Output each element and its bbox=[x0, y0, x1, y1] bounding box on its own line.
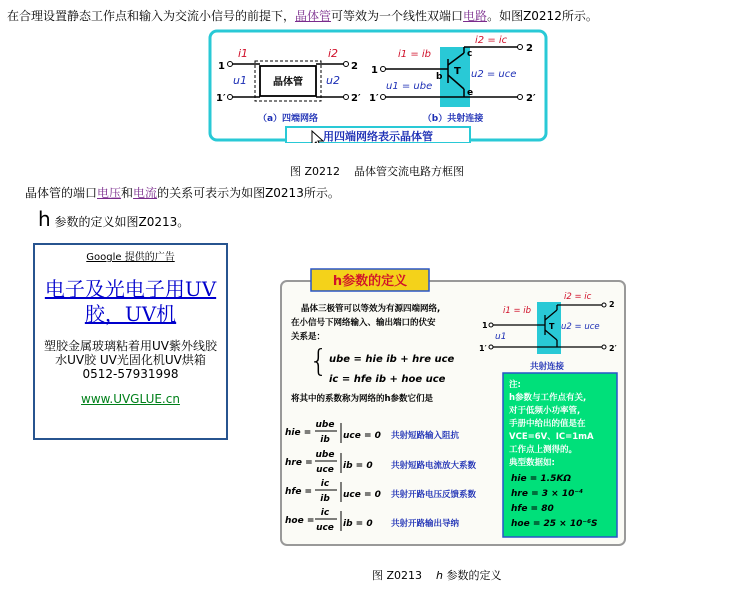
svg-text:i2 = ic: i2 = ic bbox=[475, 35, 508, 46]
svg-text:ib = 0: ib = 0 bbox=[343, 519, 373, 529]
intro-paragraph: 在合理设置静态工作点和输入为交流小信号的前提下，晶体管可等效为一个线性双端口电路。如图Z0212所示。 bbox=[7, 9, 598, 23]
svg-text:2: 2 bbox=[609, 300, 615, 309]
svg-text:2′: 2′ bbox=[351, 93, 361, 104]
ad-header[interactable]: Google 提供的广告 bbox=[86, 252, 175, 263]
svg-text:i2 = ic: i2 = ic bbox=[564, 292, 592, 302]
svg-text:h参数与工作点有关,: h参数与工作点有关, bbox=[509, 393, 587, 403]
h-param-paragraph: h 参数的定义如图Z0213。 bbox=[38, 207, 190, 231]
figure-banner: 用四端网络表示晶体管 bbox=[323, 130, 433, 143]
svg-text:工作点上测得的。: 工作点上测得的。 bbox=[509, 445, 578, 455]
current-link[interactable]: 电流 bbox=[133, 186, 158, 200]
i1-label: i1 bbox=[238, 47, 249, 60]
voltage-link[interactable]: 电压 bbox=[97, 186, 122, 200]
svg-text:1: 1 bbox=[218, 61, 225, 72]
svg-text:uce: uce bbox=[316, 523, 334, 533]
svg-text:u1 = ube: u1 = ube bbox=[386, 81, 433, 92]
svg-text:晶体三极管可以等效为有源四端网络,: 晶体三极管可以等效为有源四端网络, bbox=[301, 304, 441, 314]
def2-description: 共射短路电流放大系数 bbox=[391, 461, 477, 471]
transistor-link[interactable]: 晶体管 bbox=[295, 9, 332, 23]
svg-text:2′: 2′ bbox=[609, 344, 617, 353]
figure-z0212-caption: 图 Z0212 晶体管交流电路方框图 bbox=[290, 165, 465, 178]
svg-text:2: 2 bbox=[526, 43, 533, 54]
figure-z0213 bbox=[279, 267, 629, 548]
def1-description: 共射短路输入阻抗 bbox=[391, 431, 460, 441]
svg-text:关系是：: 关系是： bbox=[291, 332, 326, 342]
svg-text:{: { bbox=[309, 344, 329, 379]
circuit-link[interactable]: 电路 bbox=[463, 9, 488, 23]
svg-text:1′: 1′ bbox=[369, 93, 379, 104]
svg-text:注:: 注: bbox=[509, 380, 521, 390]
svg-text:典型数据如:: 典型数据如: bbox=[509, 458, 555, 468]
svg-text:共射连接: 共射连接 bbox=[529, 362, 565, 372]
transistor-highlight bbox=[440, 47, 473, 107]
svg-text:ube: ube bbox=[315, 420, 335, 430]
svg-text:uce = 0: uce = 0 bbox=[343, 490, 381, 500]
svg-text:u2 = uce: u2 = uce bbox=[471, 69, 517, 80]
label-a: （a）四端网络 bbox=[257, 114, 319, 124]
i2-label: i2 bbox=[328, 47, 339, 60]
svg-text:hoe = 25 × 10⁻⁶S: hoe = 25 × 10⁻⁶S bbox=[511, 519, 598, 529]
def4-description: 共射开路输出导纳 bbox=[391, 519, 460, 529]
svg-text:T: T bbox=[549, 322, 555, 331]
svg-text:1: 1 bbox=[371, 65, 378, 76]
svg-text:c: c bbox=[467, 49, 473, 59]
svg-text:ube: ube bbox=[315, 450, 335, 460]
svg-text:ib: ib bbox=[320, 494, 330, 504]
svg-text:2: 2 bbox=[351, 61, 358, 72]
svg-text:ib: ib bbox=[320, 435, 330, 445]
u2-label: u2 bbox=[326, 74, 340, 87]
svg-text:uce: uce bbox=[316, 465, 334, 475]
svg-text:hfe =: hfe = bbox=[285, 487, 313, 497]
svg-text:hie =: hie = bbox=[285, 428, 312, 438]
svg-text:hre = 3 × 10⁻⁴: hre = 3 × 10⁻⁴ bbox=[511, 489, 584, 499]
ad-description: 塑胶金属玻璃粘着用UV紫外线胶 水UV胶 UV光固化机UV烘箱 0512-57931998 bbox=[44, 339, 217, 381]
svg-text:将其中的系数称为网络的h参数它们是: 将其中的系数称为网络的h参数它们是 bbox=[291, 394, 434, 404]
h-param-title: h参数的定义 bbox=[332, 274, 408, 289]
svg-text:1: 1 bbox=[482, 321, 488, 330]
figure-z0213-caption: 图 Z0213 h 参数的定义 bbox=[372, 569, 502, 582]
svg-text:e: e bbox=[467, 88, 474, 98]
svg-text:ib = 0: ib = 0 bbox=[343, 461, 373, 471]
svg-text:1′: 1′ bbox=[216, 93, 226, 104]
svg-text:对于低频小功率管,: 对于低频小功率管, bbox=[509, 406, 581, 416]
svg-text:ic: ic bbox=[320, 479, 330, 489]
svg-text:hfe = 80: hfe = 80 bbox=[511, 504, 554, 514]
svg-text:u2 = uce: u2 = uce bbox=[561, 322, 600, 332]
u1-label: u1 bbox=[233, 74, 247, 87]
svg-text:1′: 1′ bbox=[479, 344, 487, 353]
port-relation-paragraph: 晶体管的端口电压和电流的关系可表示为如图Z0213所示。 bbox=[25, 186, 340, 200]
svg-text:2′: 2′ bbox=[526, 93, 536, 104]
svg-text:i1 = ib: i1 = ib bbox=[503, 306, 532, 316]
svg-text:hie = 1.5KΩ: hie = 1.5KΩ bbox=[511, 474, 571, 484]
ad-title[interactable]: 电子及光电子用UV 胶，UV机 bbox=[44, 277, 217, 326]
svg-text:ic: ic bbox=[320, 508, 330, 518]
svg-text:在小信号下网络输入、输出端口的伏安: 在小信号下网络输入、输出端口的伏安 bbox=[291, 318, 436, 328]
svg-text:T: T bbox=[454, 66, 461, 77]
network-box-label: 晶体管 bbox=[273, 77, 303, 88]
ad-url-link[interactable]: www.UVGLUE.cn bbox=[81, 392, 180, 406]
def3-description: 共射开路电压反馈系数 bbox=[391, 490, 477, 500]
google-ad-box bbox=[33, 243, 228, 440]
svg-text:i1 = ib: i1 = ib bbox=[398, 49, 432, 60]
svg-text:uce = 0: uce = 0 bbox=[343, 431, 381, 441]
svg-text:hre =: hre = bbox=[285, 458, 313, 468]
svg-text:hoe =: hoe = bbox=[285, 516, 315, 526]
equation-1: ube = hie ib + hre uce bbox=[329, 354, 455, 365]
equation-2: ic = hfe ib + hoe uce bbox=[329, 374, 446, 385]
figure-z0212 bbox=[208, 29, 548, 143]
svg-text:u1: u1 bbox=[495, 332, 507, 342]
svg-text:VCE=6V、IC=1mA: VCE=6V、IC=1mA bbox=[509, 432, 594, 442]
label-b: （b）共射连接 bbox=[422, 114, 484, 124]
svg-text:b: b bbox=[436, 72, 443, 82]
svg-text:手册中给出的值是在: 手册中给出的值是在 bbox=[509, 419, 586, 429]
